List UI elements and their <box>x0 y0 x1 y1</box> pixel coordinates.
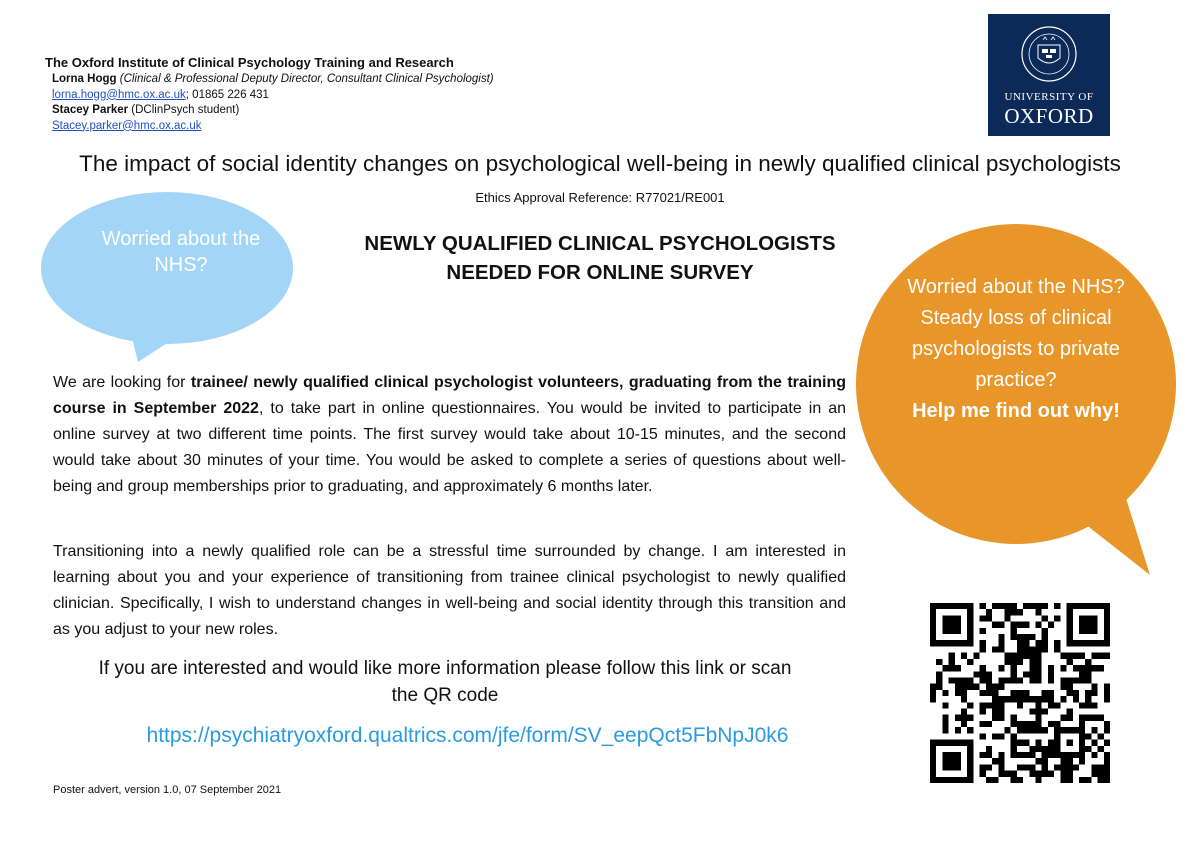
para1-pre: We are looking for <box>53 374 191 391</box>
contact-block <box>52 72 494 134</box>
ethics-reference: Ethics Approval Reference: R77021/RE001 <box>475 190 725 205</box>
contact1-role: (Clinical & Professional Deputy Director, Consultant Clinical Psychologist) <box>119 73 494 85</box>
headline-line1: NEWLY QUALIFIED CLINICAL PSYCHOLOGISTS <box>364 232 836 255</box>
contact2-email-link[interactable]: Stacey.parker@hmc.ox.ac.uk <box>52 119 202 132</box>
interest-call-to-action <box>40 655 850 709</box>
contact1-phone: ; 01865 226 431 <box>185 88 269 101</box>
logo-oxford: OXFORD <box>1004 104 1094 128</box>
orange-bubble-question: Worried about the NHS? Steady loss of clinical psychologists to private practice? <box>907 276 1125 391</box>
orange-bubble-text <box>892 272 1140 427</box>
headline <box>300 229 900 287</box>
contact1-line <box>52 72 494 88</box>
contact2-line <box>52 103 494 119</box>
poster-title: The impact of social identity changes on psychological well-being in newly qualified clinical psychologists <box>79 151 1121 176</box>
interest-line2: the QR code <box>391 685 499 706</box>
orange-bubble-callout: Help me find out why! <box>912 400 1120 422</box>
paragraph-transition: Transitioning into a newly qualified role can be a stressful time surrounded by change. I am interested in learning about you and your experience of transitioning from trainee clinical psychologist to newly qualified clinician. Specifically, I wish to understand changes in well-being and social identity through this transition and as you adjust to your new roles. <box>53 543 846 638</box>
blue-speech-bubble <box>40 190 340 370</box>
contact1-name: Lorna Hogg <box>52 73 117 85</box>
institute-name: The Oxford Institute of Clinical Psychology Training and Research <box>45 55 454 70</box>
oxford-crest-icon <box>1019 24 1079 84</box>
para1-bold: trainee/ newly qualified clinical psychologist volunteers, graduating from the training course in September 2022 <box>53 374 846 417</box>
qr-code-icon[interactable] <box>930 603 1110 783</box>
contact1-details <box>52 88 494 104</box>
contact2-role: (DClinPsych student) <box>131 104 240 116</box>
para1-post: , to take part in online questionnaires. You would be invited to participate in an online survey at two different time points. The first survey would take about 10-15 minutes, and the second would take about 30 minutes of your time. You would be asked to complete a series of questions about well-being and group memberships prior to graduating, and approximately 6 months later. <box>53 400 847 495</box>
headline-line2: NEEDED FOR ONLINE SURVEY <box>446 261 754 284</box>
contact2-details <box>52 119 494 135</box>
logo-university-of: UNIVERSITY OF <box>1004 91 1094 103</box>
contact2-name: Stacey Parker <box>52 104 129 116</box>
survey-link[interactable]: https://psychiatryoxford.qualtrics.com/jfe/form/SV_eepQct5FbNpJ0k6 <box>146 724 789 747</box>
paragraph-recruitment <box>53 370 846 500</box>
contact1-email-link[interactable]: lorna.hogg@hmc.ox.ac.uk <box>52 88 186 101</box>
poster-version-footer: Poster advert, version 1.0, 07 September 2021 <box>53 784 282 796</box>
oxford-logo <box>988 14 1110 136</box>
blue-bubble-text: Worried about the NHS? <box>101 228 261 276</box>
interest-line1: If you are interested and would like more information please follow this link or scan <box>98 658 792 679</box>
